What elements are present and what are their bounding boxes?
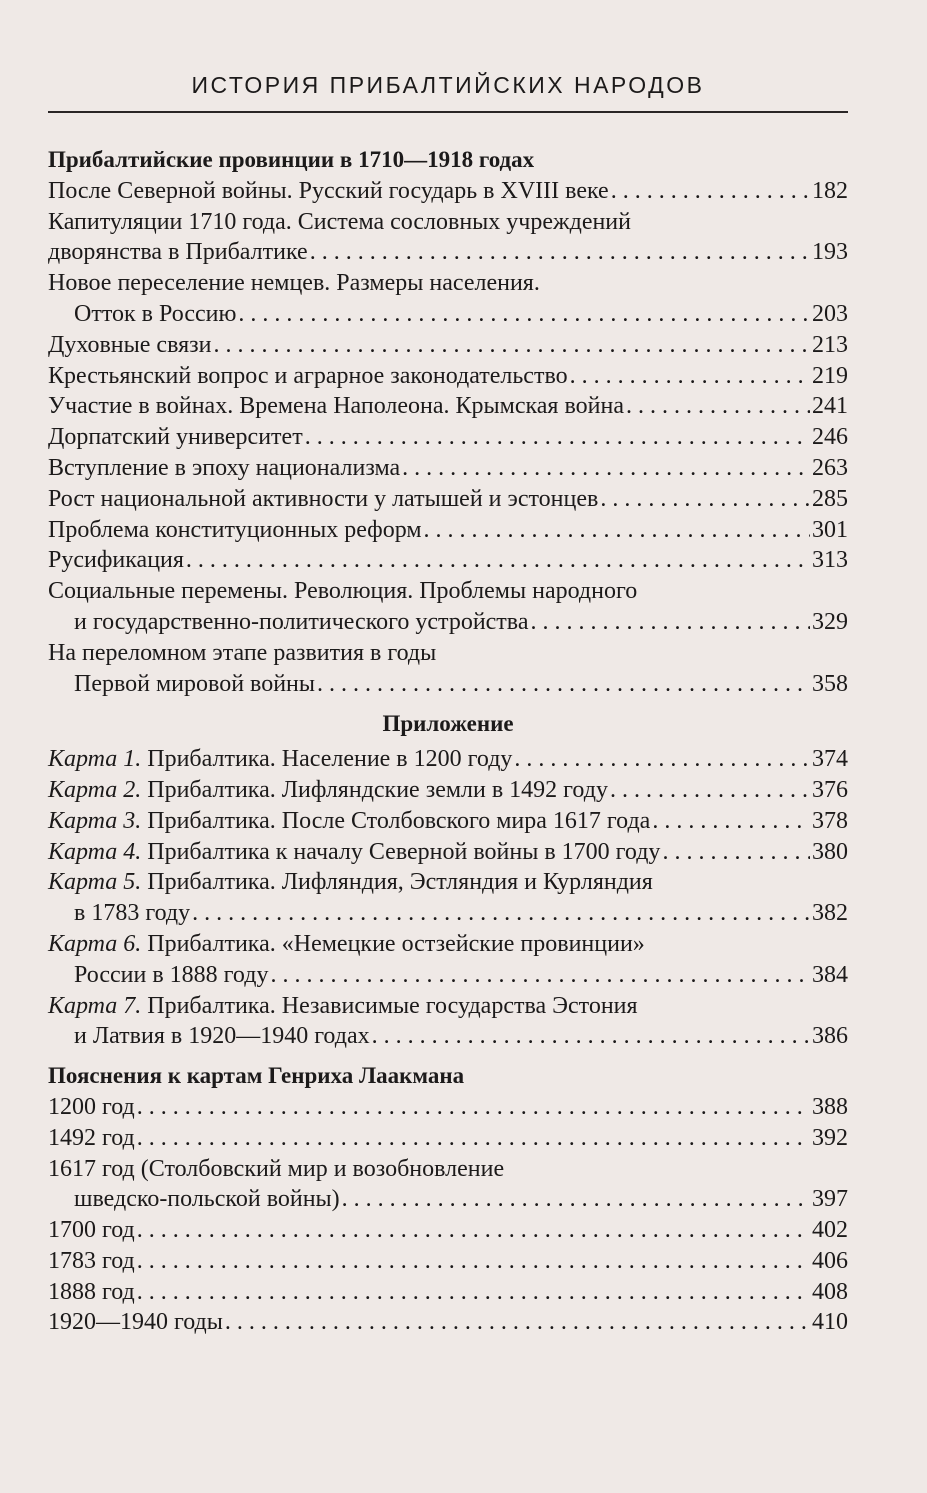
- toc-entry-title: [48, 422, 303, 453]
- toc-entry: [48, 1307, 848, 1338]
- toc-entry: [48, 1092, 848, 1123]
- page-number: 374: [812, 746, 848, 773]
- toc-entry-text: 1783 год: [48, 1247, 135, 1274]
- dot-leader: [305, 422, 810, 453]
- page-number: 219: [812, 362, 848, 389]
- toc-entry-last-line: [48, 1277, 848, 1308]
- toc-entry-last-line: [48, 775, 848, 806]
- toc-entry-title: [48, 1277, 135, 1308]
- header-rule: [48, 111, 848, 113]
- dot-leader: [137, 1215, 810, 1246]
- toc-entry-last-line: [48, 176, 848, 207]
- toc-entry-text: и государственно-политического устройства: [74, 608, 529, 635]
- toc-entry-last-line: [48, 453, 848, 484]
- page-number: 378: [812, 807, 848, 834]
- toc-entry-last-line: [48, 837, 848, 868]
- toc-entry-text: 1492 год: [48, 1124, 135, 1151]
- page-number: 376: [812, 776, 848, 803]
- toc-entry-line: [48, 268, 848, 299]
- toc-entry: [48, 422, 848, 453]
- toc-entry-title: [48, 1307, 223, 1338]
- dot-leader: [514, 744, 810, 775]
- toc-entry-title: [48, 391, 624, 422]
- toc-entry-title: [48, 330, 211, 361]
- dot-leader: [611, 176, 810, 207]
- toc-entry-line: [48, 638, 848, 669]
- toc-entry: [48, 1277, 848, 1308]
- dot-leader: [317, 669, 810, 700]
- running-head: ИСТОРИЯ ПРИБАЛТИЙСКИХ НАРОДОВ: [191, 72, 705, 98]
- page-number: 263: [812, 454, 848, 481]
- toc-entry-text: Крестьянский вопрос и аграрное законодательство: [48, 362, 568, 389]
- toc-entry-title: [48, 1246, 135, 1277]
- toc-entry-text: шведско-польской войны): [74, 1186, 340, 1213]
- toc-entry-last-line: [48, 1307, 848, 1338]
- dot-leader: [570, 361, 810, 392]
- dot-leader: [424, 515, 810, 546]
- toc-entry-text: 1920—1940 годы: [48, 1309, 223, 1336]
- dot-leader: [310, 237, 810, 268]
- page-number: 380: [812, 838, 848, 865]
- toc-entry-last-line: [48, 515, 848, 546]
- toc-entry-text: Вступление в эпоху национализма: [48, 454, 401, 481]
- toc-entry-text: Капитуляции 1710 года. Система сословных учреждений: [48, 208, 631, 235]
- toc-entry: [48, 176, 848, 207]
- toc-entry: [48, 545, 848, 576]
- dot-leader: [610, 775, 810, 806]
- toc-entry-line: [48, 207, 848, 238]
- dot-leader: [600, 484, 810, 515]
- toc-entry-text: 1617 год (Столбовский мир и возобновление: [48, 1155, 505, 1182]
- map-label: Карта 1.: [48, 746, 142, 773]
- toc-entry-title: [48, 453, 400, 484]
- toc-entry-title: [48, 1215, 135, 1246]
- toc-entry-title: [74, 960, 268, 991]
- table-of-contents: [48, 145, 848, 1338]
- toc-entry-text: Социальные перемены. Революция. Проблемы народного: [48, 578, 638, 605]
- toc-entry-last-line: [48, 391, 848, 422]
- section-heading: Прибалтийские провинции в 1710—1918 годах: [48, 147, 535, 172]
- toc-entry-title: [48, 775, 608, 806]
- toc-entry-text: дворянства в Прибалтике: [48, 239, 308, 266]
- toc-entry-text: Прибалтика. Независимые государства Эстония: [147, 992, 638, 1019]
- toc-entry-line: [48, 991, 848, 1022]
- toc-entry-text: Участие в войнах. Времена Наполеона. Крымская война: [48, 393, 624, 420]
- toc-entry-text: Прибалтика. «Немецкие остзейские провинции»: [147, 930, 645, 957]
- toc-entry-line: [48, 929, 848, 960]
- toc-entry-last-line: [48, 1184, 848, 1215]
- toc-entry-last-line: [48, 1123, 848, 1154]
- toc-entry-text: Прибалтика. После Столбовского мира 1617 года: [147, 807, 651, 834]
- page-number: 410: [812, 1309, 848, 1336]
- page-number: 388: [812, 1093, 848, 1120]
- dot-leader: [342, 1184, 810, 1215]
- toc-entry-text: и Латвия в 1920—1940 годах: [74, 1023, 370, 1050]
- toc-entry-title: [48, 237, 308, 268]
- map-label: Карта 4.: [48, 838, 142, 865]
- toc-entry-last-line: [48, 806, 848, 837]
- dot-leader: [137, 1246, 810, 1277]
- page-number: 285: [812, 485, 848, 512]
- toc-entry-title: [48, 1092, 135, 1123]
- toc-entry-title: [74, 299, 236, 330]
- page-number: 382: [812, 900, 848, 927]
- toc-entry-title: [48, 484, 598, 515]
- page-number: 301: [812, 516, 848, 543]
- toc-entry-text: Прибалтика. Лифляндия, Эстляндия и Курляндия: [147, 869, 653, 896]
- page-number: 408: [812, 1278, 848, 1305]
- toc-entry-title: [48, 806, 650, 837]
- dot-leader: [192, 898, 810, 929]
- toc-entry-last-line: [48, 1246, 848, 1277]
- toc-entry-last-line: [48, 607, 848, 638]
- dot-leader: [530, 607, 810, 638]
- toc-entry-text: На переломном этапе развития в годы: [48, 639, 437, 666]
- toc-entry-text: Духовные связи: [48, 331, 212, 358]
- toc-entry-last-line: [48, 669, 848, 700]
- dot-leader: [270, 960, 810, 991]
- page-number: 406: [812, 1247, 848, 1274]
- dot-leader: [225, 1307, 810, 1338]
- dot-leader: [137, 1277, 810, 1308]
- toc-entry-title: [48, 176, 609, 207]
- toc-entry-last-line: [48, 1021, 848, 1052]
- map-label: Карта 7.: [48, 992, 142, 1019]
- page-number: 203: [812, 300, 848, 327]
- toc-entry: [48, 837, 848, 868]
- map-label: Карта 6.: [48, 930, 142, 957]
- map-label: Карта 5.: [48, 869, 142, 896]
- toc-entry-title: [48, 545, 184, 576]
- toc-entry-text: Новое переселение немцев. Размеры населения.: [48, 270, 540, 297]
- page-number: 384: [812, 961, 848, 988]
- toc-entry-title: [74, 669, 315, 700]
- toc-entry-title: [74, 1184, 340, 1215]
- toc-entry-text: Рост национальной активности у латышей и эстонцев: [48, 485, 599, 512]
- toc-entry-text: Прибалтика. Лифляндские земли в 1492 году: [147, 776, 608, 803]
- toc-entry-title: [48, 361, 568, 392]
- toc-entry-last-line: [48, 422, 848, 453]
- toc-entry-title: [48, 837, 660, 868]
- page-number: 358: [812, 670, 848, 697]
- toc-entry: [48, 515, 848, 546]
- toc-entry-title: [74, 607, 528, 638]
- dot-leader: [137, 1092, 810, 1123]
- toc-entry-text: Первой мировой войны: [74, 670, 316, 697]
- toc-entry-last-line: [48, 237, 848, 268]
- toc-entry-text: Прибалтика к началу Северной войны в 1700 году: [147, 838, 661, 865]
- toc-entry-last-line: [48, 299, 848, 330]
- dot-leader: [626, 391, 810, 422]
- toc-entry: [48, 330, 848, 361]
- toc-entry: [48, 1246, 848, 1277]
- toc-entry-line: [48, 1154, 848, 1185]
- dot-leader: [238, 299, 810, 330]
- toc-entry-last-line: [48, 1215, 848, 1246]
- toc-entry: [48, 576, 848, 638]
- toc-entry: [48, 1215, 848, 1246]
- page-number: 329: [812, 608, 848, 635]
- toc-entry: [48, 361, 848, 392]
- page-number: 313: [812, 547, 848, 574]
- dot-leader: [213, 330, 810, 361]
- toc-entry: [48, 744, 848, 775]
- toc-entry: [48, 1123, 848, 1154]
- toc-entry-text: 1888 год: [48, 1278, 135, 1305]
- page-number: 402: [812, 1217, 848, 1244]
- toc-entry: [48, 453, 848, 484]
- toc-entry-text: Дорпатский университет: [48, 424, 303, 451]
- page-number: 213: [812, 331, 848, 358]
- page-number: 386: [812, 1023, 848, 1050]
- dot-leader: [402, 453, 810, 484]
- dot-leader: [186, 545, 810, 576]
- toc-entry-title: [48, 515, 422, 546]
- toc-entry: [48, 638, 848, 700]
- toc-entry-last-line: [48, 744, 848, 775]
- toc-entry-title: [74, 898, 190, 929]
- page-number: 182: [812, 177, 848, 204]
- toc-entry-last-line: [48, 330, 848, 361]
- dot-leader: [662, 837, 810, 868]
- toc-entry: [48, 806, 848, 837]
- toc-entry: [48, 484, 848, 515]
- page-number: 246: [812, 424, 848, 451]
- page-number: 397: [812, 1186, 848, 1213]
- toc-entry: [48, 268, 848, 330]
- toc-entry: [48, 867, 848, 929]
- section-heading: Приложение: [382, 711, 514, 737]
- section-heading: Пояснения к картам Генриха Лаакмана: [48, 1063, 465, 1089]
- page-number: 193: [812, 239, 848, 266]
- toc-entry-last-line: [48, 960, 848, 991]
- toc-entry: [48, 991, 848, 1053]
- toc-entry: [48, 1154, 848, 1216]
- toc-entry-last-line: [48, 361, 848, 392]
- map-label: Карта 3.: [48, 807, 142, 834]
- toc-entry-line: [48, 867, 848, 898]
- toc-entry: [48, 391, 848, 422]
- toc-entry-last-line: [48, 898, 848, 929]
- page-number: 241: [812, 393, 848, 420]
- toc-entry-title: [74, 1021, 370, 1052]
- map-label: Карта 2.: [48, 776, 142, 803]
- toc-entry-text: Отток в Россию: [74, 300, 237, 327]
- toc-entry-last-line: [48, 484, 848, 515]
- toc-entry-title: [48, 744, 512, 775]
- toc-entry: [48, 775, 848, 806]
- toc-entry: [48, 207, 848, 269]
- toc-entry-text: Прибалтика. Население в 1200 году: [147, 746, 513, 773]
- toc-entry-last-line: [48, 545, 848, 576]
- toc-entry-text: 1700 год: [48, 1217, 135, 1244]
- toc-entry-title: [48, 1123, 135, 1154]
- page-number: 392: [812, 1124, 848, 1151]
- toc-entry-text: Проблема конституционных реформ: [48, 516, 422, 543]
- dot-leader: [372, 1021, 810, 1052]
- toc-entry-text: России в 1888 году: [74, 961, 269, 988]
- dot-leader: [137, 1123, 810, 1154]
- toc-entry-line: [48, 576, 848, 607]
- toc-entry: [48, 929, 848, 991]
- dot-leader: [652, 806, 810, 837]
- toc-entry-text: После Северной войны. Русский государь в XVIII веке: [48, 177, 609, 204]
- toc-entry-text: в 1783 году: [74, 900, 191, 927]
- toc-entry-text: Русификация: [48, 547, 184, 574]
- toc-entry-text: 1200 год: [48, 1093, 135, 1120]
- toc-entry-last-line: [48, 1092, 848, 1123]
